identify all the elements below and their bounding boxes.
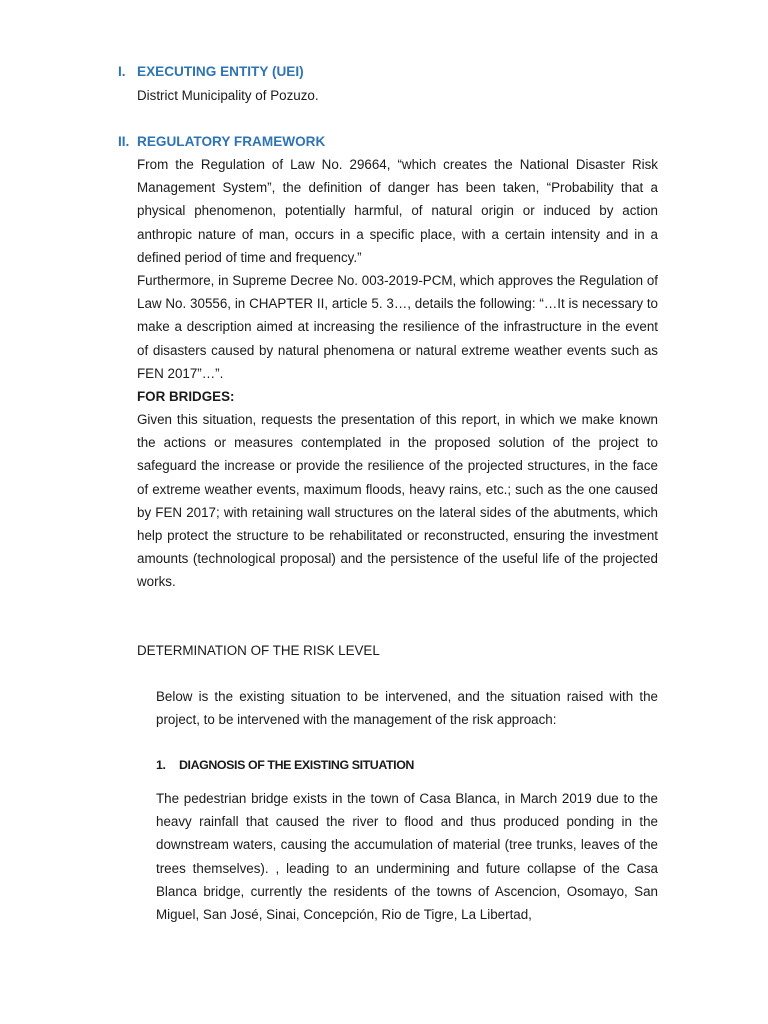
risk-level-title: DETERMINATION OF THE RISK LEVEL [137,643,380,658]
section-title: EXECUTING ENTITY (UEI) [137,64,304,79]
regulatory-paragraph-2: Furthermore, in Supreme Decree No. 003-2019-PCM, which approves the Regulation of Law No. 30556, in CHAPTER II, article 5. 3…, details the following: “…It is necessary to make a description aimed at increasing the resilience of the infrastructure in the event of disasters caused by natural phenomena or natural extreme weather events such as FEN 2017”…”. [137,273,659,381]
diagnosis-paragraph: The pedestrian bridge exists in the town of Casa Blanca, in March 2019 due to the heavy rainfall that caused the river to flood and thus produced ponding in the downstream waters, causing the accumulation of material (tree trunks, leaves of the trees themselves). , leading to an undermining and future collapse of the Casa Blanca bridge, currently the residents of the towns of Ascencion, Osomayo, San Miguel, San José, Sinai, Concepción, Rio de Tigre, La Libertad, [156,791,658,923]
section-number: II. [118,134,130,149]
diagnosis-heading [156,756,414,774]
for-bridges-label: FOR BRIDGES: [137,389,235,404]
subsection-title: DIAGNOSIS OF THE EXISTING SITUATION [179,758,414,772]
section-number: I. [118,64,126,79]
section-heading-regulatory-framework [118,133,325,151]
subsection-number: 1. [156,758,166,772]
section-title: REGULATORY FRAMEWORK [137,134,326,149]
executing-entity-text: District Municipality of Pozuzo. [137,88,319,103]
regulatory-paragraph-3: Given this situation, requests the presentation of this report, in which we make known the actions or measures contemplated in the proposed solution of the project to safeguard the increase or provide the resilience of the projected structures, in the face of extreme weather events, maximum floods, heavy rains, etc.; such as the one caused by FEN 2017; with retaining wall structures on the lateral sides of the abutments, which help protect the structure to be rehabilitated or reconstructed, ensuring the investment amounts (technological proposal) and the persistence of the useful life of the projected works. [137,412,658,590]
risk-intro-paragraph: Below is the existing situation to be intervened, and the situation raised with the project, to be intervened with the management of the risk approach: [156,689,658,728]
section-heading-executing-entity [118,63,304,81]
regulatory-paragraph-1: From the Regulation of Law No. 29664, “which creates the National Disaster Risk Management System”, the definition of danger has been taken, “Probability that a physical phenomenon, potentially harmful, of natural origin or induced by action anthropic nature of man, occurs in a specific place, with a certain intensity and in a defined period of time and frequency.” [137,157,658,265]
